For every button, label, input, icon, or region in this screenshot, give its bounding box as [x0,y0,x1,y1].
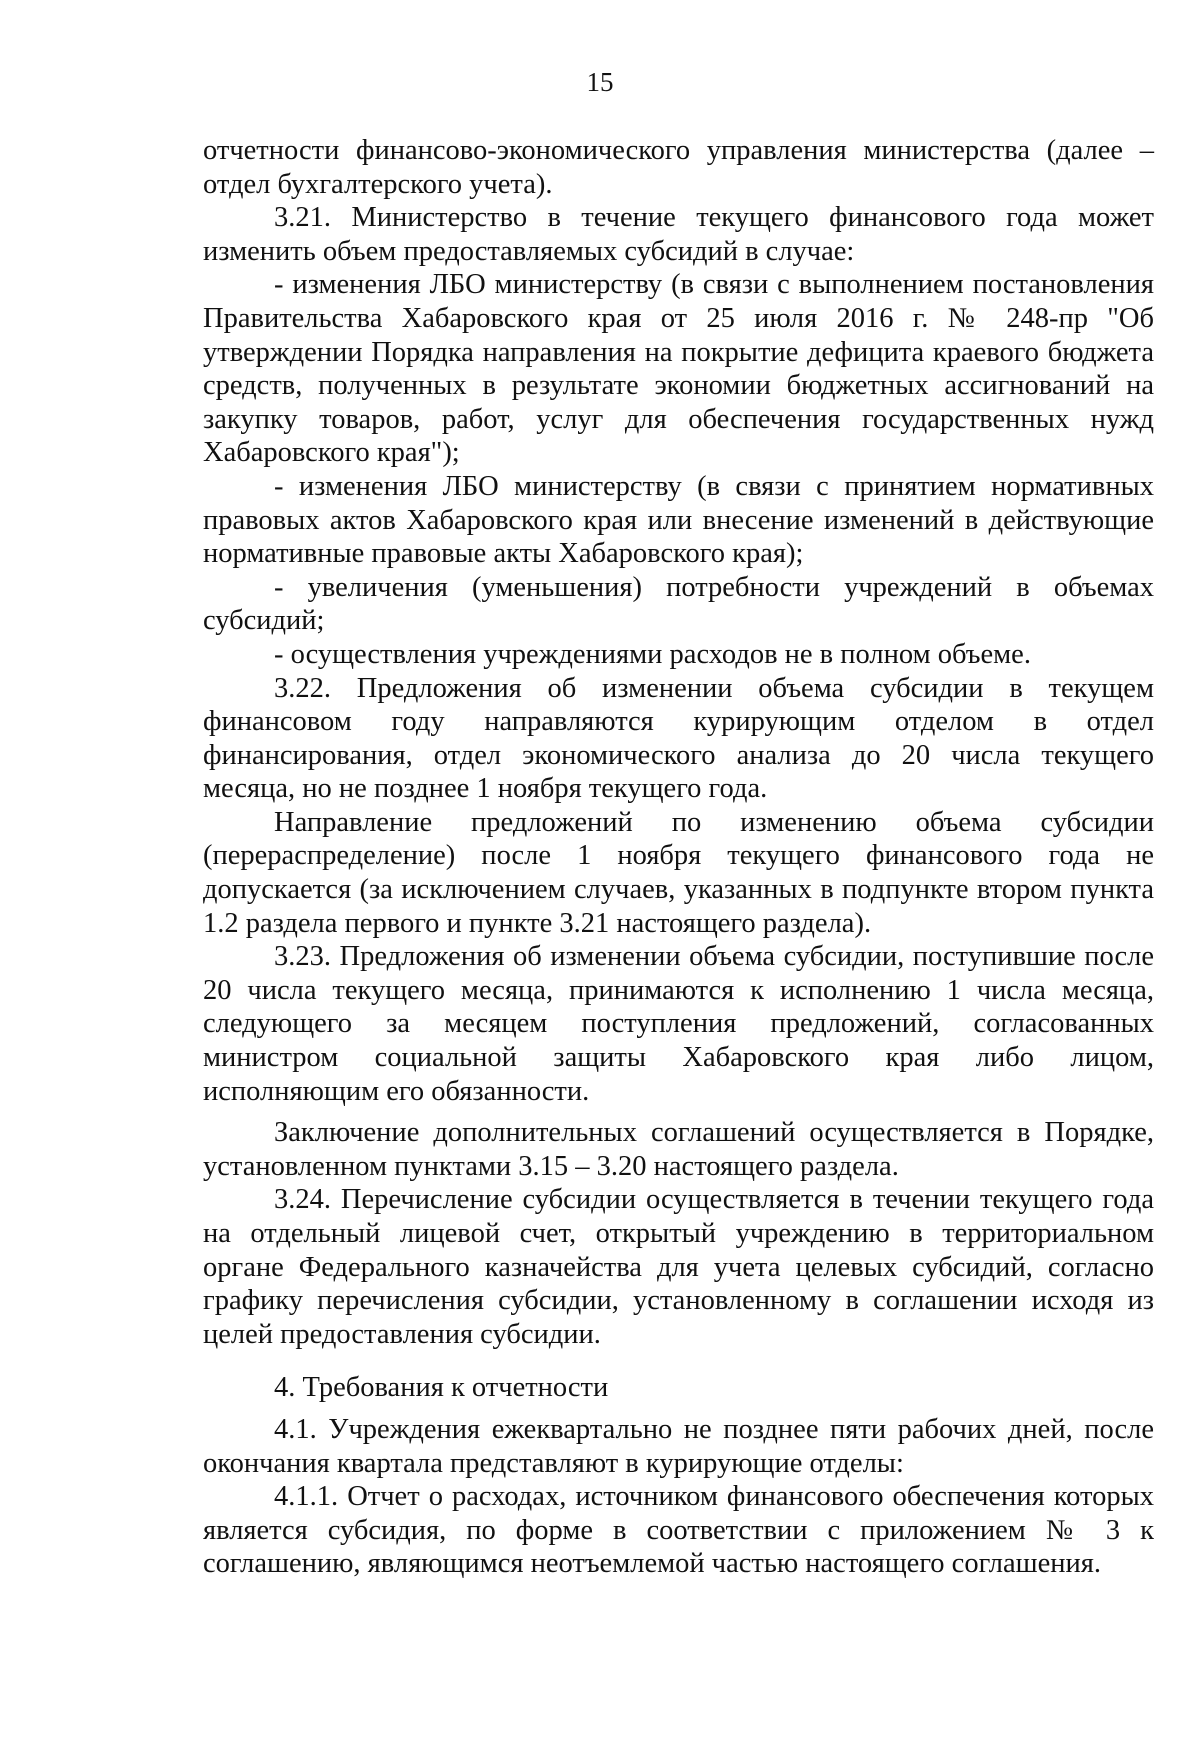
paragraph: 3.22. Предложения об изменении объема субсидии в текущем финансовом году направляются курирующим отделом в отдел финансирования, отдел экономического анализа до 20 числа текущего месяца, но не позднее 1 ноября текущего года. [203,672,1154,805]
paragraph: Заключение дополнительных соглашений осуществляется в Порядке, установленном пунктами 3.15 – 3.20 настоящего раздела. [203,1117,1154,1182]
paragraph: 4.1.1. Отчет о расходах, источником финансового обеспечения которых является субсидия, по форме в соответствии с приложением № 3 к соглашению, являющимся неотъемлемой частью настоящего соглашения. [203,1481,1154,1580]
page-number: 15 [586,67,614,97]
paragraph: 3.24. Перечисление субсидии осуществляется в течении текущего года на отдельный лицевой счет, открытый учреждению в территориальном органе Федерального казначейства для учета целевых субсидий, согласно графику перечисления субсидии, установленному в соглашении исходя из целей предоставления субсидии. [203,1184,1154,1350]
paragraph: - осуществления учреждениями расходов не в полном объеме. [274,638,1031,670]
document-body [203,134,1154,1581]
paragraph: 3.23. Предложения об изменении объема субсидии, поступившие после 20 числа текущего месяца, принимаются к исполнению 1 числа месяца, следующего за месяцем поступления предложений, согласованных министром социальной защиты Хабаровского края либо лицом, исполняющим его обязанности. [203,941,1154,1107]
paragraph: Направление предложений по изменению объема субсидии (перераспределение) после 1 ноября текущего финансового года не допускается (за исключением случаев, указанных в подпункте втором пункта 1.2 раздела первого и пункте 3.21 настоящего раздела). [203,806,1154,939]
paragraph: - изменения ЛБО министерству (в связи с выполнением постановления Правительства Хабаровского края от 25 июля 2016 г. № 248-пр "Об утверждении Порядка направления на покрытие дефицита краевого бюджета средств, полученных в результате экономии бюджетных ассигнований на закупку товаров, работ, услуг для обеспечения государственных нужд Хабаровского края"); [203,269,1154,469]
paragraph: 3.21. Министерство в течение текущего финансового года может изменить объем предоставляемых субсидий в случае: [203,202,1154,267]
paragraph: - увеличения (уменьшения) потребности учреждений в объемах субсидий; [203,571,1154,637]
paragraph: 4.1. Учреждения ежеквартально не позднее пяти рабочих дней, после окончания квартала представляют в курирующие отделы: [203,1413,1154,1479]
paragraph: - изменения ЛБО министерству (в связи с принятием нормативных правовых актов Хабаровского края или внесение изменений в действующие нормативные правовые акты Хабаровского края); [203,470,1154,570]
section-heading: 4. Требования к отчетности [274,1372,609,1404]
paragraph: отчетности финансово-экономического управления министерства (далее – отдел бухгалтерского учета). [203,135,1154,200]
